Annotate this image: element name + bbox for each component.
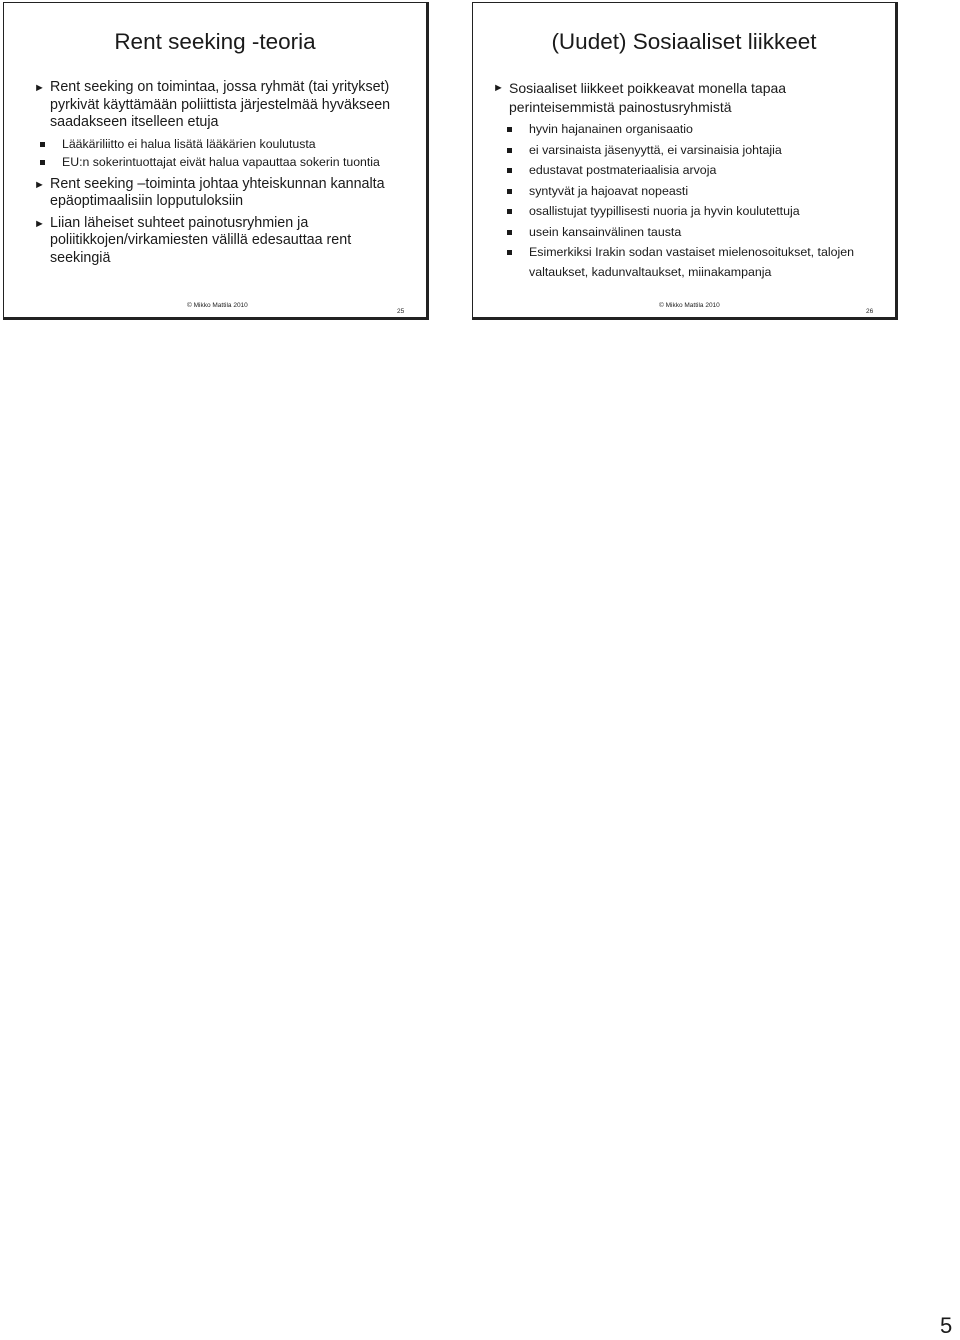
bullet-level1 bbox=[34, 215, 414, 268]
slide-26 bbox=[472, 2, 898, 320]
copyright-notice: © Mikko Mattila 2010 bbox=[187, 302, 248, 309]
page-number: 5 bbox=[940, 1313, 953, 1338]
bullet-level2 bbox=[507, 223, 885, 243]
slide-title: (Uudet) Sosiaaliset liikkeet bbox=[551, 29, 817, 54]
bullet-text: ei varsinaista jäsenyyttä, ei varsinaisia johtajia bbox=[529, 142, 782, 157]
bullet-level2 bbox=[507, 182, 885, 202]
slide-title: Rent seeking -teoria bbox=[114, 29, 316, 54]
bullet-level2 bbox=[507, 243, 885, 282]
bullet-text: Lääkäriliitto ei halua lisätä lääkärien koulutusta bbox=[62, 136, 316, 151]
square-bullet-icon bbox=[507, 148, 512, 153]
slide-content bbox=[493, 79, 885, 283]
bullet-level1 bbox=[34, 176, 414, 211]
bullet-text: usein kansainvälinen tausta bbox=[529, 224, 682, 239]
arrow-bullet-icon: ► bbox=[34, 178, 45, 191]
bullet-text: edustavat postmateriaalisia arvoja bbox=[529, 163, 717, 177]
bullet-text: EU:n sokerintuottajat eivät halua vapauttaa sokerin tuontia bbox=[62, 154, 380, 169]
bullet-level1 bbox=[34, 79, 414, 132]
arrow-bullet-icon: ► bbox=[493, 82, 504, 94]
bullet-level1 bbox=[493, 79, 885, 117]
bullet-text: Sosiaaliset liikkeet poikkeavat monella tapaa perinteisemmistä painostusryhmistä bbox=[509, 80, 787, 115]
copyright-notice: © Mikko Mattila 2010 bbox=[659, 302, 720, 309]
square-bullet-icon bbox=[507, 168, 512, 173]
bullet-text: Esimerkiksi Irakin sodan vastaiset mielenosoitukset, talojen valtaukset, kadunvaltaukset, miinakampanja bbox=[529, 245, 855, 279]
slide-25 bbox=[3, 2, 429, 320]
bullet-level2 bbox=[507, 202, 885, 222]
square-bullet-icon bbox=[507, 209, 512, 214]
square-bullet-icon bbox=[507, 127, 512, 132]
bullet-text: Rent seeking on toimintaa, jossa ryhmät (tai yritykset) pyrkivät käyttämään poliittista järjestelmää hyväkseen saadakseen itselleen etuja bbox=[50, 79, 391, 130]
square-bullet-icon bbox=[40, 160, 45, 165]
bullet-text: Rent seeking –toiminta johtaa yhteiskunnan kannalta epäoptimaalisiin lopputuloksiin bbox=[50, 175, 385, 209]
bullet-text: syntyvät ja hajoavat nopeasti bbox=[529, 183, 689, 198]
bullet-level2 bbox=[507, 161, 885, 181]
bullet-level2 bbox=[507, 120, 885, 140]
bullet-text: hyvin hajanainen organisaatio bbox=[529, 122, 693, 136]
square-bullet-icon bbox=[507, 230, 512, 235]
arrow-bullet-icon: ► bbox=[34, 217, 45, 230]
bullet-level2 bbox=[507, 141, 885, 161]
bullet-level2 bbox=[40, 136, 414, 153]
slide-content bbox=[34, 79, 414, 271]
square-bullet-icon bbox=[507, 250, 512, 255]
arrow-bullet-icon: ► bbox=[34, 82, 45, 94]
bullet-level2 bbox=[40, 154, 414, 171]
bullet-text: Liian läheiset suhteet painotusryhmien ja poliitikkojen/virkamiesten välillä edesauttaa rent seekingiä bbox=[50, 214, 352, 266]
square-bullet-icon bbox=[507, 189, 512, 194]
slide-number: 26 bbox=[866, 308, 874, 315]
slide-number: 25 bbox=[397, 308, 405, 315]
square-bullet-icon bbox=[40, 142, 45, 147]
bullet-text: osallistujat tyypillisesti nuoria ja hyvin koulutettuja bbox=[529, 204, 800, 218]
